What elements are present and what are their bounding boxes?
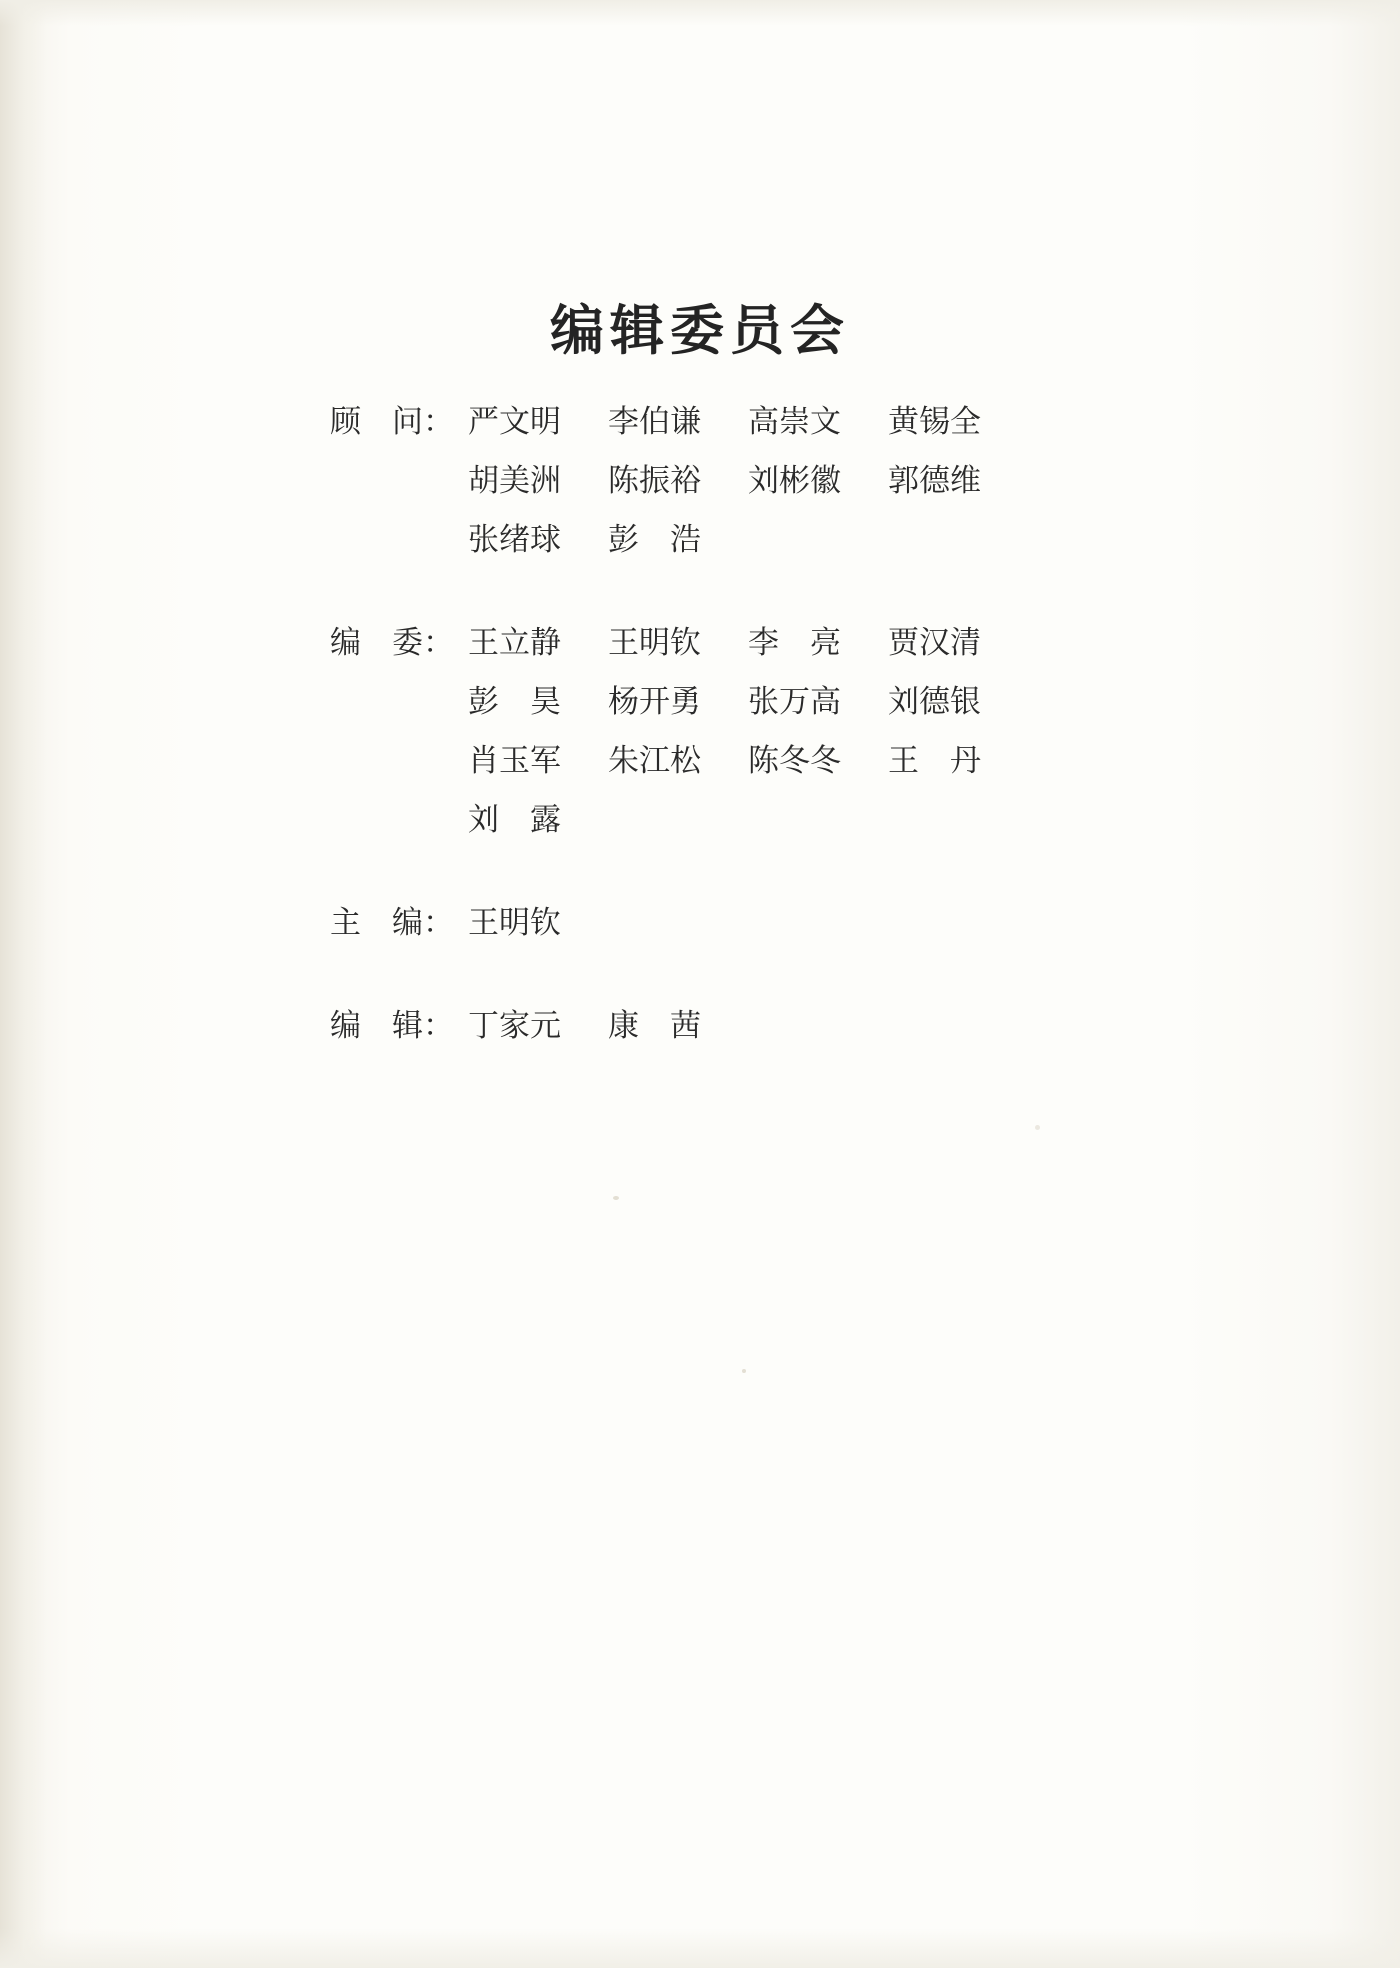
person-name: 严文明 [468, 404, 561, 439]
scan-speck [613, 1196, 619, 1200]
section-names [468, 893, 1090, 952]
person-name: 李伯谦 [608, 404, 701, 439]
section-names [468, 613, 1090, 849]
name-row [468, 790, 1090, 849]
name-row [468, 451, 1090, 510]
person-name: 贾汉清 [888, 625, 981, 660]
person-name: 张绪球 [468, 522, 561, 557]
section-editorial-members [330, 613, 1090, 849]
person-name: 陈冬冬 [748, 743, 841, 778]
section-names [468, 392, 1090, 569]
editorial-board-list [330, 392, 1090, 1099]
section-label: 主 编： [330, 905, 454, 940]
person-name: 彭 浩 [608, 522, 701, 557]
person-name: 刘彬徽 [748, 463, 841, 498]
section-label: 顾 问： [330, 404, 454, 439]
person-name: 高崇文 [748, 404, 841, 439]
person-name: 刘 露 [468, 802, 561, 837]
name-row [468, 613, 1090, 672]
scan-speck [742, 1369, 746, 1373]
person-name: 杨开勇 [608, 684, 701, 719]
person-name: 胡美洲 [468, 463, 561, 498]
scan-speck [1035, 1125, 1040, 1130]
person-name: 黄锡全 [888, 404, 981, 439]
person-name: 康 茜 [608, 1008, 701, 1043]
name-row [468, 392, 1090, 451]
person-name: 王明钦 [468, 905, 561, 940]
person-name: 张万高 [748, 684, 841, 719]
section-editor-in-chief [330, 893, 1090, 952]
section-names [468, 996, 1090, 1055]
person-name: 陈振裕 [608, 463, 701, 498]
person-name: 丁家元 [468, 1008, 561, 1043]
name-row [468, 672, 1090, 731]
person-name: 朱江松 [608, 743, 701, 778]
person-name: 李 亮 [748, 625, 841, 660]
person-name: 彭 昊 [468, 684, 561, 719]
person-name: 郭德维 [888, 463, 981, 498]
name-row [468, 510, 1090, 569]
person-name: 王立静 [468, 625, 561, 660]
section-label: 编 辑： [330, 1008, 454, 1043]
section-advisors [330, 392, 1090, 569]
name-row [468, 893, 1090, 952]
person-name: 王明钦 [608, 625, 701, 660]
name-row [468, 996, 1090, 1055]
name-row [468, 731, 1090, 790]
person-name: 肖玉军 [468, 743, 561, 778]
section-label: 编 委： [330, 625, 454, 660]
section-editors [330, 996, 1090, 1055]
page-title: 编辑委员会 [550, 301, 850, 361]
person-name: 王 丹 [888, 743, 981, 778]
person-name: 刘德银 [888, 684, 981, 719]
